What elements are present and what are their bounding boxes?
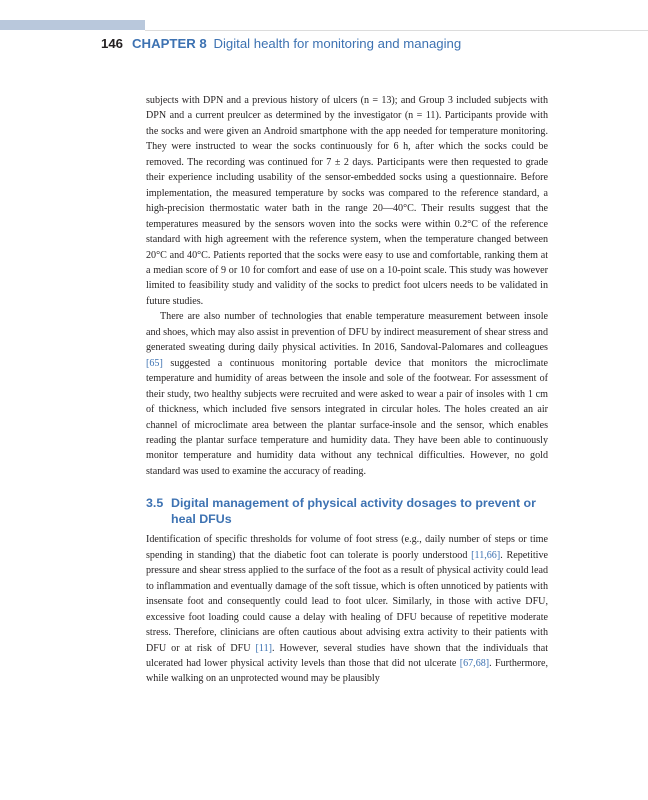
body-text (146, 93, 548, 687)
chapter-label: CHAPTER 8 (132, 36, 207, 51)
running-head (101, 35, 461, 53)
header-rule (145, 30, 648, 31)
header-accent-bar (0, 20, 145, 30)
paragraph-3-text-a: Identification of specific thresholds for volume of foot stress (e.g., daily number of steps or time spending in standing) that the diabetic foot can tolerate is poorly understood (146, 534, 548, 561)
citation-link-11-66[interactable]: [11,66] (471, 549, 501, 561)
citation-link-67-68[interactable]: [67,68] (459, 657, 490, 669)
paragraph-2 (146, 309, 548, 479)
citation-link-11[interactable]: [11] (255, 642, 272, 654)
section-number: 3.5 (146, 496, 164, 511)
paragraph-3-text-d: . Furthermore, while walking on an unprotected wound may be plausibly (146, 657, 549, 685)
section-title: Digital management of physical activity dosages to prevent or heal DFUs (171, 496, 536, 527)
paragraph-3-text-b: . Repetitive pressure and shear stress applied to the surface of the foot as a result of physical activity could lead to inflammation and eventually damage of the soft tissue, which is often unnoticed by patients with insensate foot and consequently could lead to foot ulcer. Similarly, in those with active DFU, excessive foot loading could cause a delay with healing of DFU because of repetitive moderate stress. Therefore, clinicians are often cautious about advising extra activity to their patients with DFU or at risk of DFU (146, 549, 549, 654)
paragraph-3 (146, 532, 548, 687)
paragraph-2-text-a: There are also number of technologies that enable temperature measurement between insole and shoes, which may also assist in prevention of DFU by indirect measurement of shear stress and generated sweating during daily physical activities. In 2016, Sandoval-Palomares and colleagues (146, 311, 548, 354)
paragraph-2-text-b: suggested a continuous monitoring portable device that monitors the microclimate temperature and humidity of areas between the insole and sole of the footwear. For assessment of their study, two healthy subjects were recruited and were asked to wear a pair of insoles with 1 cm of thickness, which included five sensors integrated in circular holes. The holes created an air channel of microclimate area between the plantar surface-insole and the sensor, which enables reading the plantar surface temperature and humidity data. They have been able to continuously monitor temperature and humidity data without any technical difficulties. However, no gold standard was used to examine the accuracy of reading. (146, 357, 548, 477)
page-number: 146 (101, 36, 124, 51)
section-heading (146, 495, 548, 527)
citation-link-65[interactable]: [65] (146, 357, 163, 369)
paragraph-3-text-c: . However, several studies have shown that the individuals that ulcerated had lower physical activity levels than those that did not ulcerate (146, 642, 548, 669)
paragraph-1: subjects with DPN and a previous history of ulcers (n = 13); and Group 3 included subjects with DPN and a current preulcer as determined by the investigator (n = 11). Participants provide with the socks and were given an Android smartphone with the app needed for temperature monitoring. They were instructed to wear the socks continuously for 6 h, after which the socks could be removed. The recording was continued for 7 ± 2 days. Participants were then requested to grade their experience including usability of the sensor-embedded socks using a questionnaire. Before implementation, the measured temperature by socks was compared to the reference standard, a high-precision thermostatic water bath in the range 20—40°C. Their results suggest that the temperatures measured by the sensors woven into the socks were within 0.2°C of the reference standard with high agreement with the reference system, when the temperature changed between 20°C and 40°C. Patients reported that the socks were easy to use and comfortable, ranking them at a median score of 9 or 10 for comfort and ease of use on a 10-point scale. This study was however limited to feasibility study and validity of the socks to predict foot ulcers needs to be validated in future studies. (146, 95, 548, 307)
chapter-title: Digital health for monitoring and managing (213, 36, 462, 51)
